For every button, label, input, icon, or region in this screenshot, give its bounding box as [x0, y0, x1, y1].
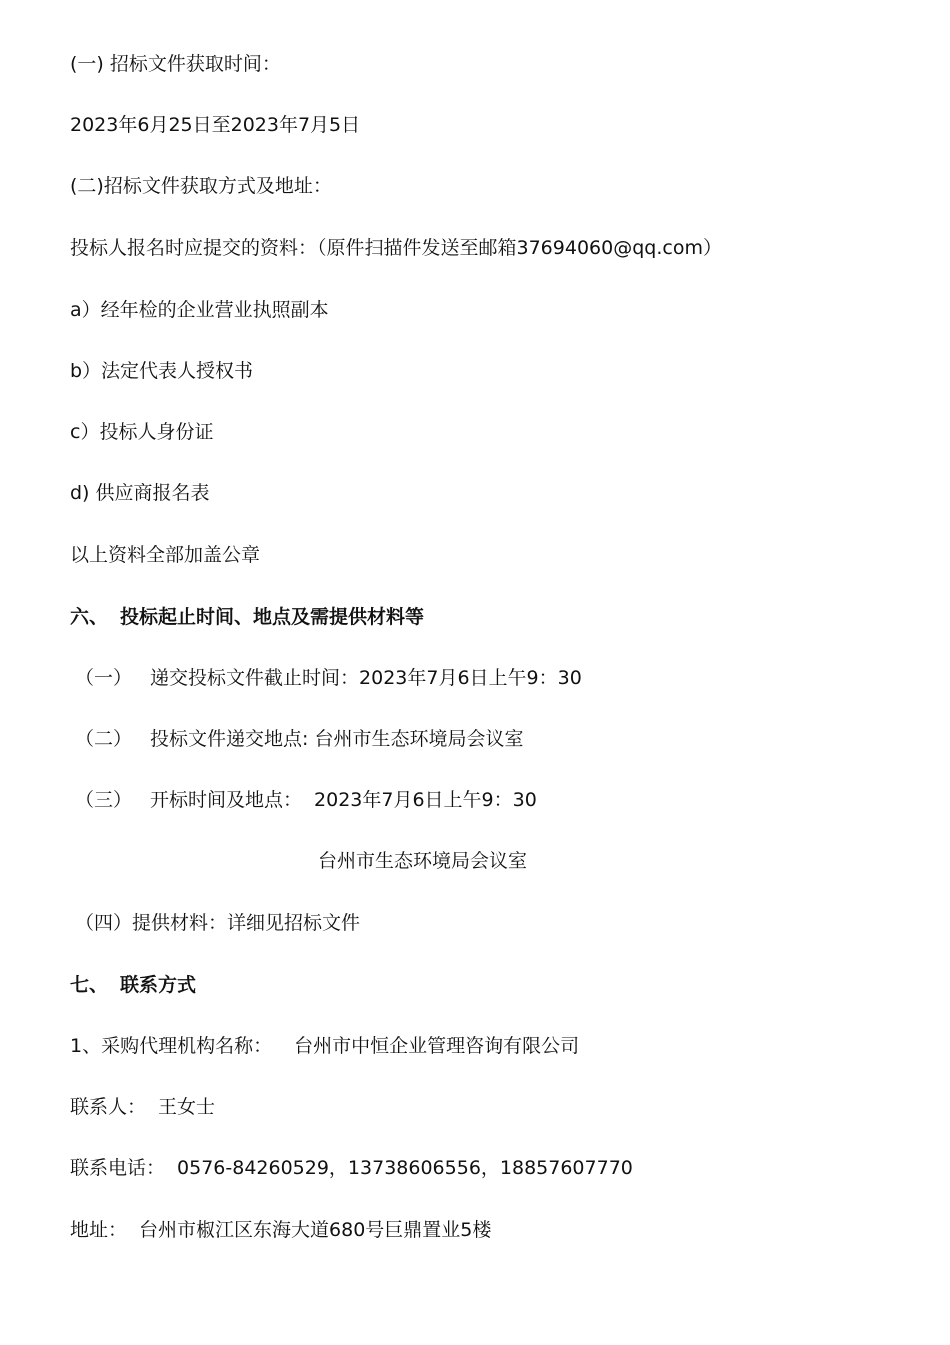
section-6-item-3 — [75, 787, 537, 813]
section-6-item-4: （四）提供材料：详细见招标文件 — [75, 912, 361, 934]
item-3-number: （三） — [75, 789, 133, 811]
section-6-item-2 — [75, 726, 523, 752]
material-item-b: b）法定代表人授权书 — [70, 360, 254, 382]
item-3-place: 台州市生态环境局会议室 — [318, 850, 528, 872]
item-2-number: （二） — [75, 728, 133, 750]
material-item-c: c）投标人身份证 — [70, 421, 214, 443]
tender-doc-time-range: 2023年6月25日至2023年7月5日 — [70, 114, 361, 136]
section-6-number: 六、 — [70, 606, 109, 628]
address-label: 地址： — [70, 1219, 128, 1241]
section-6-title: 投标起止时间、地点及需提供材料等 — [120, 606, 425, 628]
agency-label: 1、采购代理机构名称： — [70, 1035, 273, 1057]
section-7-heading — [70, 972, 196, 998]
section-6-item-1 — [75, 665, 582, 691]
agency-name: 台州市中恒企业管理咨询有限公司 — [294, 1035, 580, 1057]
item-2-text: 投标文件递交地点: 台州市生态环境局会议室 — [150, 728, 524, 750]
contact-person-name: 王女士 — [158, 1096, 216, 1118]
phone-row — [70, 1155, 633, 1181]
section-6-heading — [70, 604, 424, 630]
material-item-a: a）经年检的企业营业执照副本 — [70, 299, 329, 321]
section-7-number: 七、 — [70, 974, 109, 996]
contact-person-row — [70, 1094, 215, 1120]
item-3-label: 开标时间及地点： — [150, 789, 303, 811]
agency-row — [70, 1033, 579, 1059]
tender-doc-time-heading: (一) 招标文件获取时间： — [70, 53, 281, 75]
contact-person-label: 联系人： — [70, 1096, 147, 1118]
phone-numbers: 0576-84260529，13738606556，18857607770 — [177, 1157, 633, 1179]
phone-label: 联系电话： — [70, 1157, 166, 1179]
item-1-number: （一） — [75, 667, 133, 689]
materials-seal-note: 以上资料全部加盖公章 — [70, 544, 261, 566]
address-value: 台州市椒江区东海大道680号巨鼎置业5楼 — [139, 1219, 492, 1241]
section-7-title: 联系方式 — [120, 974, 197, 996]
required-materials-intro: 投标人报名时应提交的资料：（原件扫描件发送至邮箱37694060@qq.com） — [70, 237, 722, 259]
address-row — [70, 1217, 491, 1243]
item-1-text: 递交投标文件截止时间：2023年7月6日上午9：30 — [150, 667, 582, 689]
material-item-d: d) 供应商报名表 — [70, 482, 210, 504]
tender-doc-method-heading: (二)招标文件获取方式及地址： — [70, 175, 332, 197]
item-3-time: 2023年7月6日上午9：30 — [314, 789, 537, 811]
